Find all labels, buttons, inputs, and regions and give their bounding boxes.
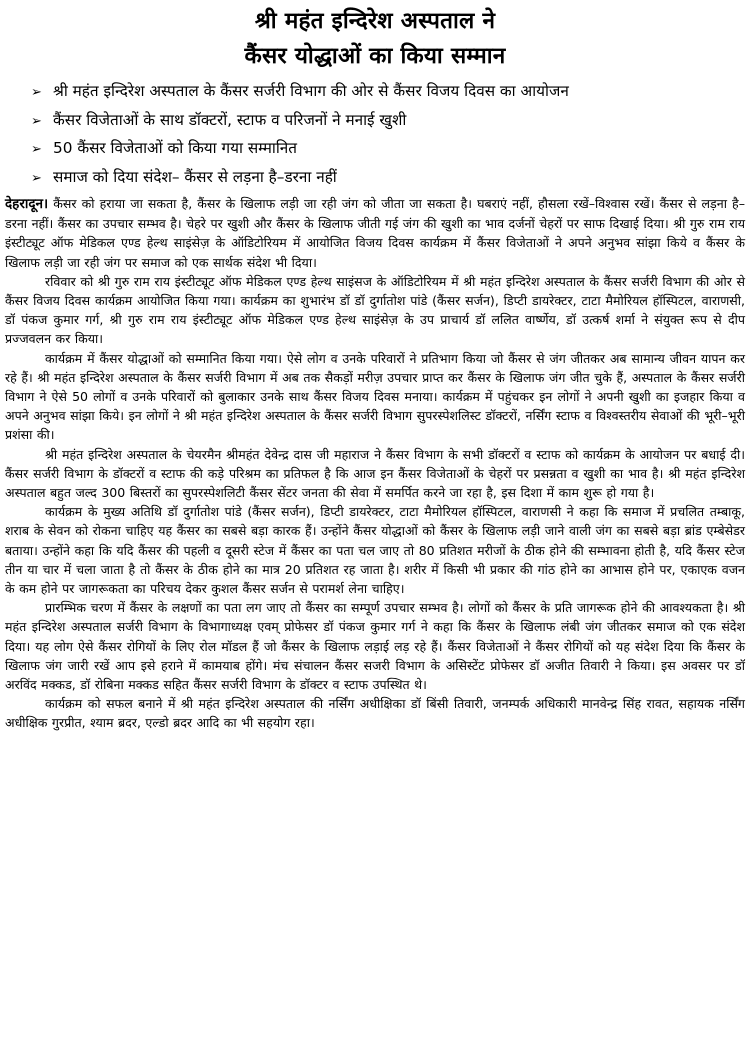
headline-line-1: श्री महंत इन्दिरेश अस्पताल ने xyxy=(254,8,496,34)
article-body xyxy=(5,194,745,733)
highlights-list xyxy=(5,78,745,192)
paragraph: रविवार को श्री गुरु राम राय इंस्टीट्यूट ऑफ मेडिकल एण्ड हेल्थ साइंसज के ऑडिटोरियम में श्री महंत इन्दिरेश अस्पताल के कैंसर सर्जरी विभाग की ओर से कैंसर विजय दिवस कार्यक्रम आयोजित किया गया। कार्यक्रम का शुभारंभ डॉ डॉ दुर्गातोश पांडे (कैंसर सर्जन), डिप्टी डायरेक्टर, टाटा मैमोरियल हॉस्पिटल, वाराणसी, डॉ पंकज कुमार गर्ग, श्री गुरु राम राय इंस्टीट्यूट ऑफ मेडिकल एण्ड हेल्थ साइंसेज़ के उप प्राचार्य डॉ ललित वार्ष्णेय, डॉ उत्कर्ष शर्मा ने संयुक्त रूप से दीप प्रज्जवलन कर किया। xyxy=(5,273,745,347)
paragraph: कार्यक्रम को सफल बनाने में श्री महंत इन्दिरेश अस्पताल की नर्सिंग अधीक्षिका डॉ बिंसी तिवारी, जनम्पर्क अधिकारी मानवेन्द्र सिंह रावत, सहायक नर्सिंग अधीक्षिक गुरप्रीत, श्याम ब्रदर, एल्डो ब्रदर आदि का भी सहयोग रहा। xyxy=(5,696,745,731)
paragraph: प्रारम्भिक चरण में कैंसर के लक्षणों का पता लग जाए तो कैंसर का सम्पूर्ण उपचार सम्भव है। लोगों को कैंसर के प्रति जागरूक होने की आवश्यकता है। श्री महंत इन्दिरेश अस्पताल सर्जरी विभाग के विभागाध्यक्ष एवम् प्रोफेसर डॉ पंकज कुमार गर्ग ने कहा कि कैंसर के खिलाफ लंबी जंग जीतकर समाज को एक संदेश दिया। यह लोग ऐसे कैंसर रोगियों के लिए रोल मॉडल हैं जो कैंसर के खिलाफ लड़ाई लड़ रहे हैं। कैंसर विजेताओं ने कैंसर रोगियों को यह संदेश दिया कि कैंसर के खिलाफ जंग जारी रखें आप इसे हराने में कामयाब होंगे। मंच संचालन कैंसर सजरी विभाग के असिस्टेंट प्रोफेसर डॉ अजीत तिवारी ने किया। इस अवसर पर डॉ अरविंद मक्कड, डॉ रोबिना मक्कड सहित कैंसर सर्जरी विभाग के डॉक्टर व स्टाफ उपस्थित थे। xyxy=(5,600,745,693)
highlight-item xyxy=(31,78,745,107)
paragraph: श्री महंत इन्दिरेश अस्पताल के चेयरमैन श्रीमहंत देवेन्द्र दास जी महाराज ने कैंसर विभाग के सभी डॉक्टरों व स्टाफ को कार्यक्रम के आयोजन पर बधाई दी। कैंसर सर्जरी विभाग के डॉक्टरों व स्टाफ की कड़े परिश्रम का प्रतिफल है कि आज इन कैंसर विजेताओं के चेहरों पर प्रसन्नता व खुशी का भाव है। श्री महंत इन्दिरेश अस्पताल बहुत जल्द 300 बिस्तरों का सुपरस्पेशलिटी कैंसर सेंटर जनता की सेवा में समर्पित करने जा रहा है, इस दिशा में काम शुरू हो गया है। xyxy=(5,446,745,501)
headline xyxy=(5,4,745,74)
paragraph-text: कैंसर को हराया जा सकता है, कैंसर के खिलाफ लड़ी जा रही जंग को जीता जा सकता है। घबराएं नहीं, हौसला रखें–विश्वास रखें। कैंसर से लड़ना है–डरना नहीं। कैंसर का उपचार सम्भव है। चेहरे पर खुशी और कैंसर के खिलाफ जीती गई जंग की खुशी का भाव दर्जनों चेहरों पर साफ दिखाई दिया। श्री गुरु राम राय इंस्टीट्यूट ऑफ मेडिकल एण्ड हेल्थ साइंसेज़ के ऑडिटोरियम में आयोजित विजय दिवस कार्यक्रम में कैंसर विजेताओं ने अपने अनुभव सांझा किये व कैंसर के खिलाफ लड़ी जा रही जंग पर समाज को एक सार्थक संदेश भी दिया। xyxy=(5,196,746,270)
highlight-text: समाज को दिया संदेश– कैंसर से लड़ना है–डरना नहीं xyxy=(53,167,337,186)
arrow-bullet-icon: ➢ xyxy=(31,170,42,186)
highlight-item xyxy=(31,135,745,164)
paragraph: कार्यक्रम में कैंसर योद्धाओं को सम्मानित किया गया। ऐसे लोग व उनके परिवारों ने प्रतिभाग किया जो कैंसर से जंग जीतकर अब सामान्य जीवन यापन कर रहे हैं। श्री महंत इन्दिरेश अस्पताल के कैंसर सर्जरी विभाग में अब तक सैकड़ों मरीज़ उपचार प्राप्त कर कैंसर के खिलाफ जंग जीत चुके हैं, अस्पताल के कैंसर सर्जरी विभाग ने ऐसे 50 लोगों व उनके परिवारों को बुलाकार उनके साथ कैंसर विजय दिवस मनाया। कार्यक्रम में पहुंचकर इन लोगों ने अपनी खुशी का इजहार किया व अपने अनुभव सांझा किये। इन लोगों ने श्री महंत इन्दिरेश अस्पताल के कैंसर सर्जरी विभाग सुपरस्पेशलिस्ट डॉक्टरों, नर्सिंग स्टाफ व विश्वस्तरीय सेवाओं की भूरी–भूरी प्रशंसा की। xyxy=(5,350,745,443)
arrow-bullet-icon: ➢ xyxy=(31,113,42,129)
highlight-text: कैंसर विजेताओं के साथ डॉक्टरों, स्टाफ व परिजनों ने मनाई खुशी xyxy=(53,110,407,129)
highlight-text: श्री महंत इन्दिरेश अस्पताल के कैंसर सर्जरी विभाग की ओर से कैंसर विजय दिवस का आयोजन xyxy=(53,82,569,100)
arrow-bullet-icon: ➢ xyxy=(31,85,42,100)
highlight-item xyxy=(31,107,745,136)
paragraph-lead xyxy=(5,194,745,272)
highlight-text: 50 कैंसर विजेताओं को किया गया सम्मानित xyxy=(53,139,298,157)
arrow-bullet-icon: ➢ xyxy=(31,142,42,157)
dateline: देहरादून। xyxy=(5,196,49,212)
headline-line-2: कैंसर योद्धाओं का किया सम्मान xyxy=(244,43,506,69)
paragraph: कार्यक्रम के मुख्य अतिथि डॉ दुर्गातोश पांडे (कैंसर सर्जन), डिप्टी डायरेक्टर, टाटा मैमोरियल हॉस्पिटल, वाराणसी ने कहा कि समाज में प्रचलित तम्बाकू, शराब के सेवन को रोकना चाहिए यह कैंसर का सबसे बड़ा कारक हैं। उन्होंने कैंसर योद्धाओं को कैंसर के खिलाफ लड़ी जाने वाली जंग का सबसे बड़ा ब्रांड एम्बेसेडर बताया। उन्होंने कहा कि यदि कैंसर की पहली व दूसरी स्टेज में कैंसर का पता चल जाए तो 80 प्रतिशत मरीजों के ठीक होने की सम्भावना होती है, यदि कैंसर स्टेज तीन या चार में चला जाता है तो कैंसर के ठीक होने का मात्र 20 प्रतिशत रह जाता है। शरीर में किसी भी प्रकार की गांठ होने का आभास होने पर, एकाएक वजन के कम होने पर जागरूकता का परिचय देकर कुशल कैंसर सर्जन से परामर्श लेना चाहिए। xyxy=(5,504,745,597)
highlight-item xyxy=(31,164,745,193)
